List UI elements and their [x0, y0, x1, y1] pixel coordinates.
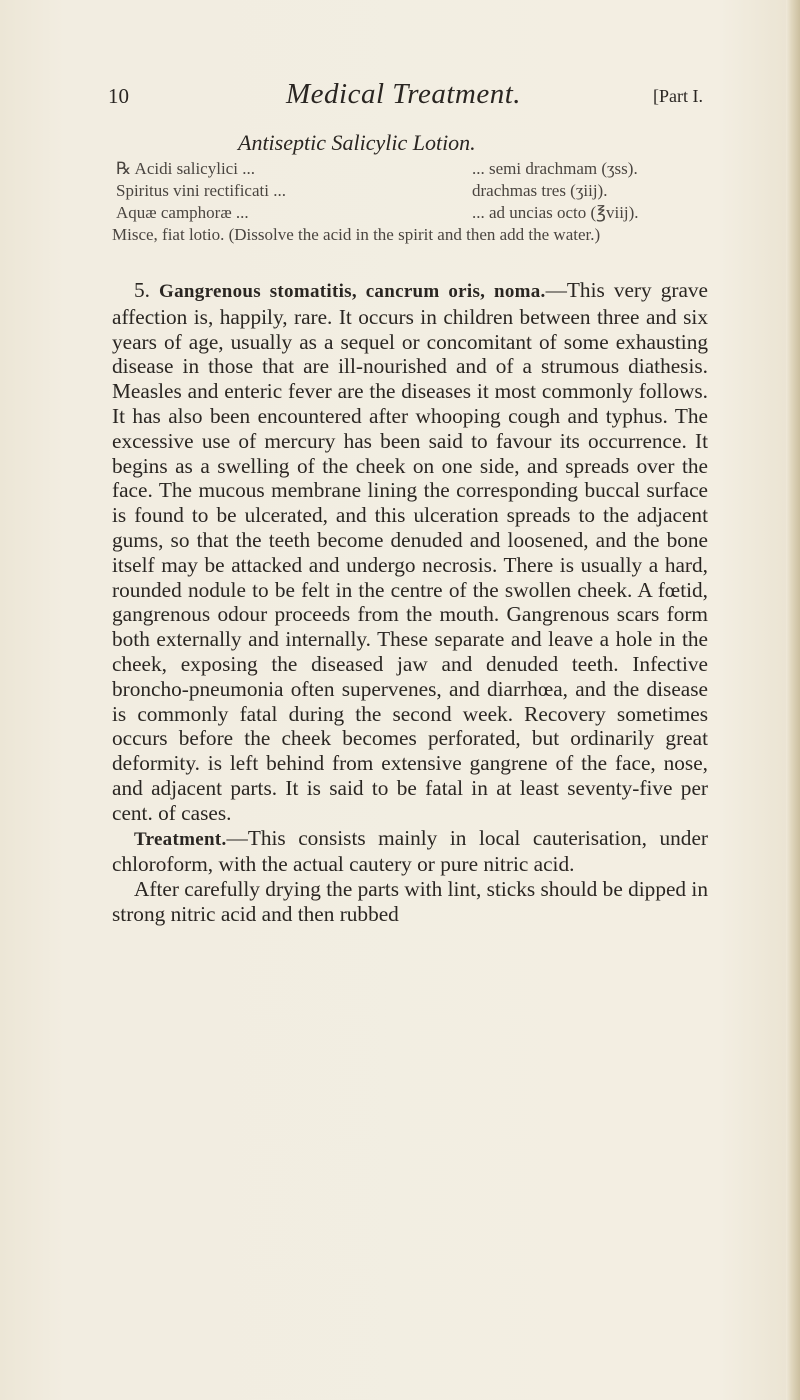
running-header: [108, 78, 708, 118]
prescription: [112, 158, 712, 246]
paragraph: [112, 826, 708, 878]
prescription-note: Misce, fiat lotio. (Dissolve the acid in the spirit and then add the water.): [112, 225, 601, 244]
prescription-line: [112, 158, 712, 180]
ingredient: ℞ Acidi salicylici ...: [116, 159, 255, 178]
prescription-line: [112, 202, 712, 224]
section-heading: Gangrenous stomatitis, cancrum oris, noma.: [159, 281, 546, 302]
ingredient: Aquæ camphoræ ...: [116, 203, 249, 222]
paragraph: 5. Gangrenous stomatitis, cancrum oris, noma.—This very grave affection is, happily, rare. It occurs in children between three and six years of age, usually as a sequel or concomitant of some exhausting disease in those that are ill-nourished and of a strumous diathesis. Measles and enteric fever are the diseases it most commonly follows. It has also been encountered after whooping cough and typhus. The excessive use of mercury has been said to favour its occurrence. It begins as a swelling of the cheek on one side, and spreads over the face. The mucous membrane lining the corresponding buccal surface is found to be ulcerated, and this ulceration spreads to the adjacent gums, so that the teeth become denuded and loosened, and the bone itself may be attacked and undergo necrosis. There is usually a hard, rounded nodule to be felt in the centre of the swollen cheek. A fœtid, gangrenous odour proceeds from the mouth. Gangrenous scars form both externally and internally. These separate and leave a hole in the cheek, exposing the diseased jaw and denuded teeth. Infective broncho-pneumonia often supervenes, and diarrhœa, and the disease is commonly fatal during the second week. Recovery sometimes occurs before the cheek becomes perforated, but ordinarily great deformity. is left behind from extensive gangrene of the face, nose, and adjacent parts. It is said to be fatal in at least seventy-five per cent. of cases.: [112, 278, 708, 825]
ingredient: Spiritus vini rectificati ...: [116, 181, 286, 200]
quantity: ... semi drachmam (ʒss).: [472, 159, 638, 178]
section-number: 5.: [134, 278, 150, 302]
recipe-title: Antiseptic Salicylic Lotion.: [238, 130, 476, 155]
page-number: 10: [108, 84, 129, 108]
page-edge: [786, 0, 800, 1400]
treatment-heading: Treatment.: [134, 828, 227, 850]
part-label: [Part I.: [653, 86, 703, 106]
quantity: ... ad uncias octo (℥viij).: [472, 203, 639, 222]
quantity: drachmas tres (ʒiij).: [472, 181, 608, 200]
prescription-line: [112, 180, 712, 202]
paragraph-text: —This consists mainly in local cauterisation, under chloroform, with the actual cautery or pure nitric acid.: [112, 825, 708, 877]
paragraph-text: This very grave affection is, happily, rare. It occurs in children between three and six years of age, usually as a sequel or concomitant of some exhausting disease in those that are ill-nourished and of a strumous diathesis. Measles and enteric fever are the diseases it most commonly follows. It has also been encountered after whooping cough and typhus. The excessive use of mercury has been said to favour its occurrence. It begins as a swelling of the cheek on one side, and spreads over the face. The mucous membrane lining the corresponding buccal surface is found to be ulcerated, and this ulceration spreads to the adjacent gums, so that the teeth become denuded and loosened, and the bone itself may be attacked and undergo necrosis. There is usually a hard, rounded nodule to be felt in the centre of the swollen cheek. A fœtid, gangrenous odour proceeds from the mouth. Gangrenous scars form both externally and internally. These separate and leave a hole in the cheek, exposing the diseased jaw and denuded teeth. Infective broncho-pneumonia often supervenes, and diarrhœa, and the disease is commonly fatal during the second week. Recovery sometimes occurs before the cheek becomes perforated, but ordinarily great deformity. is left behind from extensive gangrene of the face, nose, and adjacent parts. It is said to be fatal in at least seventy-five per cent. of cases.: [112, 278, 708, 825]
paragraph-text: After carefully drying the parts with lint, sticks should be dipped in strong nitric acid and then rubbed: [112, 877, 708, 926]
running-title: Medical Treatment.: [286, 78, 522, 110]
paragraph: [112, 877, 708, 927]
article-body: [112, 278, 708, 927]
